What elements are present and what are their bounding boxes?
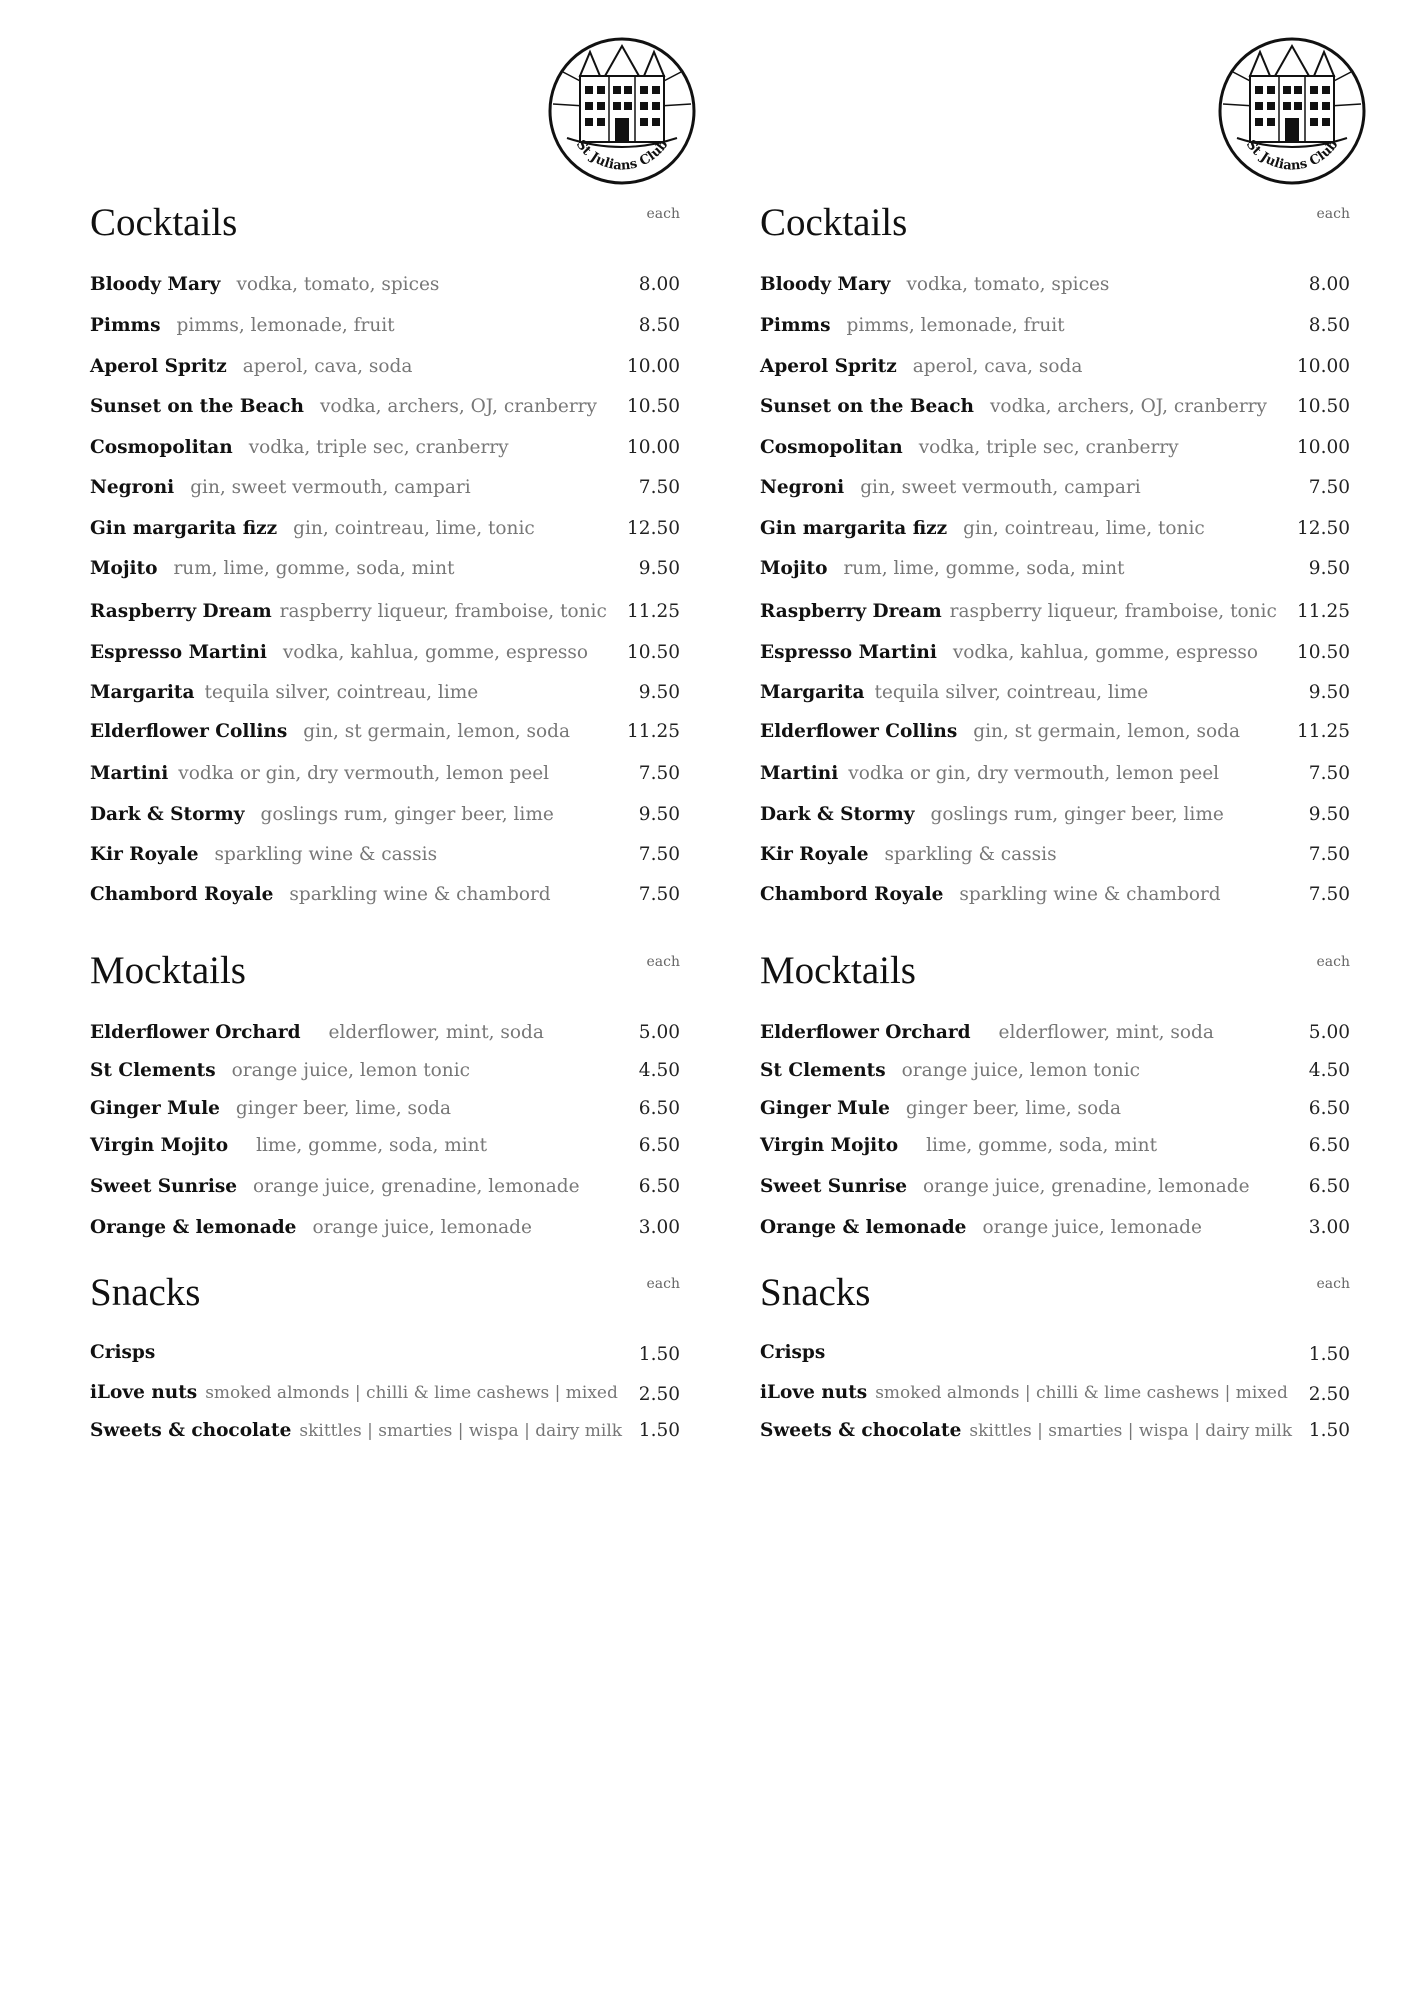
section-title: Snacks (90, 1271, 201, 1314)
club-logo-icon (545, 34, 699, 188)
section-snacks (760, 1270, 1350, 1441)
menu-item: Crisps 1.50 (90, 1342, 680, 1365)
menu-item: Negroni gin, sweet vermouth, campari 7.50 (90, 477, 680, 498)
menu-item: Espresso Martini vodka, kahlua, gomme, espresso 10.50 (90, 642, 680, 663)
menu-item: Margarita tequila silver, cointreau, lime 9.50 (760, 682, 1350, 703)
menu-item: Gin margarita fizz gin, cointreau, lime, tonic 12.50 (90, 518, 680, 539)
menu-item: Sunset on the Beach vodka, archers, OJ, cranberry 10.50 (90, 396, 680, 417)
section-cocktails (760, 200, 1350, 905)
menu-item: Mojito rum, lime, gomme, soda, mint 9.50 (90, 558, 680, 579)
menu-item: St Clements orange juice, lemon tonic 4.50 (90, 1060, 680, 1081)
menu-item: Mojito rum, lime, gomme, soda, mint 9.50 (760, 558, 1350, 579)
menu-item: Dark & Stormy goslings rum, ginger beer, lime 9.50 (760, 804, 1350, 825)
section-snacks (90, 1270, 680, 1441)
menu-item: Bloody Mary vodka, tomato, spices 8.00 (90, 274, 680, 295)
menu-item: Margarita tequila silver, cointreau, lime 9.50 (90, 682, 680, 703)
club-logo-text: St Julians Club (572, 137, 672, 174)
price-unit-label: each (646, 1276, 680, 1292)
club-logo-icon (1215, 34, 1369, 188)
menu-item: Aperol Spritz aperol, cava, soda 10.00 (760, 356, 1350, 377)
menu-item: Crisps 1.50 (760, 1342, 1350, 1365)
menu-item: Sweets & chocolate skittles | smarties | wispa | dairy milk 1.50 (760, 1420, 1350, 1441)
menu-item: Cosmopolitan vodka, triple sec, cranberry 10.00 (90, 437, 680, 458)
menu-item: Dark & Stormy goslings rum, ginger beer, lime 9.50 (90, 804, 680, 825)
menu-item: Sunset on the Beach vodka, archers, OJ, cranberry 10.50 (760, 396, 1350, 417)
menu-item: Gin margarita fizz gin, cointreau, lime, tonic 12.50 (760, 518, 1350, 539)
menu-item: Pimms pimms, lemonade, fruit 8.50 (760, 315, 1350, 336)
menu-item: Raspberry Dream raspberry liqueur, framboise, tonic 11.25 (760, 601, 1350, 622)
club-logo (545, 34, 699, 188)
menu-item: Orange & lemonade orange juice, lemonade 3.00 (90, 1217, 680, 1238)
price-unit-label: each (646, 206, 680, 222)
club-logo-text: St Julians Club (1242, 137, 1342, 174)
menu-item: Martini vodka or gin, dry vermouth, lemon peel 7.50 (90, 763, 680, 784)
menu-item: Aperol Spritz aperol, cava, soda 10.00 (90, 356, 680, 377)
menu-item: Ginger Mule ginger beer, lime, soda 6.50 (760, 1098, 1350, 1119)
menu-item: Chambord Royale sparkling wine & chambord 7.50 (90, 884, 680, 905)
price-unit-label: each (1316, 1276, 1350, 1292)
section-title: Cocktails (760, 201, 908, 244)
menu-item: Orange & lemonade orange juice, lemonade 3.00 (760, 1217, 1350, 1238)
section-title: Snacks (760, 1271, 871, 1314)
menu-item: Sweets & chocolate skittles | smarties | wispa | dairy milk 1.50 (90, 1420, 680, 1441)
section-cocktails (90, 200, 680, 905)
menu-column-right (760, 0, 1350, 2000)
club-logo (1215, 34, 1369, 188)
menu-item: Pimms pimms, lemonade, fruit 8.50 (90, 315, 680, 336)
menu-item: Elderflower Collins gin, st germain, lemon, soda 11.25 (760, 721, 1350, 742)
menu-item: Virgin Mojito lime, gomme, soda, mint 6.50 (760, 1135, 1350, 1156)
menu-item: Sweet Sunrise orange juice, grenadine, lemonade 6.50 (90, 1176, 680, 1197)
menu-item: Sweet Sunrise orange juice, grenadine, lemonade 6.50 (760, 1176, 1350, 1197)
menu-item: Virgin Mojito lime, gomme, soda, mint 6.50 (90, 1135, 680, 1156)
menu-column-left (90, 0, 680, 2000)
menu-item: Kir Royale sparkling wine & cassis 7.50 (90, 844, 680, 865)
section-title: Mocktails (760, 949, 916, 992)
menu-item: Espresso Martini vodka, kahlua, gomme, espresso 10.50 (760, 642, 1350, 663)
menu-item: Elderflower Orchard elderflower, mint, soda 5.00 (760, 1022, 1350, 1043)
section-mocktails (760, 948, 1350, 1238)
menu-item: iLove nuts smoked almonds | chilli & lime cashews | mixed 2.50 (90, 1382, 680, 1405)
menu-item: Chambord Royale sparkling wine & chambord 7.50 (760, 884, 1350, 905)
section-title: Cocktails (90, 201, 238, 244)
menu-item: Bloody Mary vodka, tomato, spices 8.00 (760, 274, 1350, 295)
price-unit-label: each (1316, 954, 1350, 970)
price-unit-label: each (646, 954, 680, 970)
menu-item: Martini vodka or gin, dry vermouth, lemon peel 7.50 (760, 763, 1350, 784)
menu-item: Elderflower Collins gin, st germain, lemon, soda 11.25 (90, 721, 680, 742)
section-title: Mocktails (90, 949, 246, 992)
menu-item: Cosmopolitan vodka, triple sec, cranberry 10.00 (760, 437, 1350, 458)
menu-item: Negroni gin, sweet vermouth, campari 7.50 (760, 477, 1350, 498)
section-mocktails (90, 948, 680, 1238)
menu-item: St Clements orange juice, lemon tonic 4.50 (760, 1060, 1350, 1081)
menu-item: iLove nuts smoked almonds | chilli & lime cashews | mixed 2.50 (760, 1382, 1350, 1405)
price-unit-label: each (1316, 206, 1350, 222)
menu-item: Kir Royale sparkling & cassis 7.50 (760, 844, 1350, 865)
menu-item: Ginger Mule ginger beer, lime, soda 6.50 (90, 1098, 680, 1119)
menu-item: Raspberry Dream raspberry liqueur, framboise, tonic 11.25 (90, 601, 680, 622)
menu-item: Elderflower Orchard elderflower, mint, soda 5.00 (90, 1022, 680, 1043)
